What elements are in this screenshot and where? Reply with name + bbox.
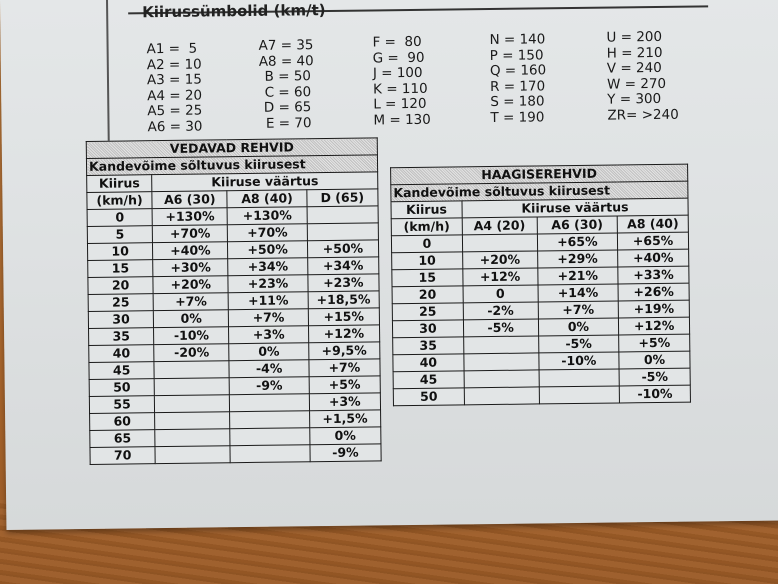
trailer-tyres-table bbox=[390, 164, 691, 407]
value-cell: +26% bbox=[618, 283, 689, 301]
value-cell: +9,5% bbox=[308, 342, 379, 360]
speed-code: A7 = 35 bbox=[258, 37, 314, 54]
speed-cell: 10 bbox=[87, 243, 152, 261]
value-cell: -9% bbox=[230, 377, 309, 395]
value-cell: 0% bbox=[309, 427, 380, 445]
value-cell: +3% bbox=[309, 393, 380, 411]
value-cell: +7% bbox=[153, 293, 228, 311]
speed-codes-column-4 bbox=[489, 32, 546, 126]
value-cell: -5% bbox=[619, 368, 690, 386]
drive-tyres-table bbox=[86, 137, 382, 465]
value-cell: -5% bbox=[463, 319, 538, 337]
value-cell: +30% bbox=[153, 259, 228, 277]
value-cell: 0% bbox=[154, 310, 229, 328]
speed-cell: 15 bbox=[88, 260, 153, 278]
speed-code: U = 200 bbox=[606, 28, 663, 46]
value-cell: 0% bbox=[229, 343, 308, 361]
value-cell: +7% bbox=[309, 359, 380, 377]
value-cell: +3% bbox=[229, 326, 308, 344]
value-cell: +12% bbox=[308, 325, 379, 343]
speed-code: H = 210 bbox=[606, 44, 663, 62]
speed-code: A6 = 30 bbox=[147, 118, 203, 135]
speed-cell: 5 bbox=[87, 226, 152, 244]
speed-cell: 25 bbox=[88, 294, 153, 312]
speed-codes-column-3 bbox=[372, 35, 430, 129]
value-cell: +23% bbox=[308, 274, 379, 292]
value-cell bbox=[539, 386, 620, 404]
speed-code: Q = 160 bbox=[489, 62, 547, 80]
speed-cell: 20 bbox=[392, 286, 463, 304]
speed-cell: 20 bbox=[88, 277, 153, 295]
value-cell bbox=[155, 412, 230, 430]
value-cell: +34% bbox=[307, 257, 378, 275]
value-cell: +7% bbox=[538, 301, 619, 319]
speed-header: Kiirus bbox=[391, 201, 462, 219]
value-cell: +23% bbox=[228, 275, 307, 293]
value-cell: +21% bbox=[537, 267, 618, 285]
value-cell: +15% bbox=[308, 308, 379, 326]
table-title: HAAGISEREHVID bbox=[391, 164, 688, 185]
value-cell: +65% bbox=[618, 232, 689, 250]
speed-cell: 15 bbox=[392, 269, 463, 287]
speed-cell: 40 bbox=[393, 354, 464, 372]
speed-code: A1 = 5 bbox=[146, 40, 198, 58]
table-row bbox=[393, 385, 690, 406]
speed-code: K = 110 bbox=[373, 80, 428, 97]
speed-codes-column-2 bbox=[258, 37, 314, 132]
value-cell: +40% bbox=[618, 249, 689, 267]
speed-cell: 30 bbox=[88, 311, 153, 329]
speed-code: D = 65 bbox=[263, 99, 312, 116]
speed-code: F = 80 bbox=[372, 33, 422, 51]
column-header: A4 (20) bbox=[462, 217, 537, 235]
value-cell bbox=[464, 370, 539, 388]
value-cell bbox=[155, 446, 230, 464]
value-cell bbox=[230, 411, 309, 429]
speed-code: A4 = 20 bbox=[147, 87, 203, 104]
value-cell: +5% bbox=[619, 334, 690, 352]
speed-code: Y = 300 bbox=[607, 90, 662, 108]
speed-header: Kiirus bbox=[87, 175, 152, 193]
value-cell: -10% bbox=[154, 327, 229, 345]
speed-code: M = 130 bbox=[373, 111, 431, 128]
value-cell: +12% bbox=[463, 268, 538, 286]
unit-header: (km/h) bbox=[391, 218, 462, 236]
speed-code: A3 = 15 bbox=[146, 71, 202, 89]
speed-cell: 50 bbox=[89, 379, 154, 397]
value-cell: +12% bbox=[619, 317, 690, 335]
value-cell: -10% bbox=[619, 385, 690, 403]
value-cell: +70% bbox=[152, 225, 227, 243]
speed-code: ZR= >240 bbox=[607, 106, 679, 124]
table-row bbox=[90, 444, 381, 465]
column-header: A8 (40) bbox=[227, 190, 306, 208]
value-cell: +14% bbox=[538, 284, 619, 302]
value-cell bbox=[464, 353, 539, 371]
value-cell bbox=[230, 445, 309, 463]
speed-cell: 10 bbox=[392, 252, 463, 270]
value-cell bbox=[155, 395, 230, 413]
page-title: Kiirussümbolid (km/t) bbox=[142, 1, 326, 22]
value-cell: -4% bbox=[229, 360, 308, 378]
value-cell: +33% bbox=[618, 266, 689, 284]
value-cell bbox=[463, 336, 538, 354]
table-subtitle: Kandevõime sõltuvus kiirusest bbox=[86, 155, 377, 176]
speed-code: J = 100 bbox=[372, 64, 423, 82]
speed-cell: 40 bbox=[89, 345, 154, 363]
speed-cell: 70 bbox=[90, 447, 155, 465]
value-cell: +29% bbox=[537, 250, 618, 268]
speed-code: A8 = 40 bbox=[258, 52, 314, 70]
speed-code: P = 150 bbox=[489, 46, 544, 64]
speed-code: A5 = 25 bbox=[147, 102, 203, 120]
value-cell: +11% bbox=[229, 292, 308, 310]
value-cell bbox=[464, 387, 539, 405]
value-cell: +20% bbox=[462, 251, 537, 269]
value-cell: +19% bbox=[618, 300, 689, 318]
value-cell: +5% bbox=[309, 376, 380, 394]
speed-codes-column-5 bbox=[606, 30, 678, 124]
value-cell: -10% bbox=[538, 352, 619, 370]
speed-cell: 55 bbox=[89, 396, 154, 414]
value-cell: 0 bbox=[463, 285, 538, 303]
speed-cell: 35 bbox=[89, 328, 154, 346]
table-subtitle: Kandevõime sõltuvus kiirusest bbox=[391, 181, 688, 202]
margin-rule bbox=[106, 0, 110, 149]
value-cell: -20% bbox=[154, 344, 229, 362]
value-cell: +130% bbox=[152, 208, 227, 226]
speed-code: G = 90 bbox=[372, 49, 425, 66]
speed-cell: 35 bbox=[393, 337, 464, 355]
speed-cell: 50 bbox=[393, 388, 464, 406]
value-cell bbox=[230, 394, 309, 412]
speed-cell: 45 bbox=[89, 362, 154, 380]
speed-code: W = 270 bbox=[606, 75, 667, 93]
value-cell bbox=[230, 428, 309, 446]
value-cell bbox=[154, 361, 229, 379]
value-cell: -2% bbox=[463, 302, 538, 320]
value-cell bbox=[539, 369, 620, 387]
table-title: VEDAVAD REHVID bbox=[86, 138, 377, 159]
value-cell bbox=[462, 234, 537, 252]
speed-cell: 25 bbox=[392, 303, 463, 321]
value-cell bbox=[155, 429, 230, 447]
speed-code: T = 190 bbox=[490, 108, 545, 126]
value-cell: +34% bbox=[228, 258, 307, 276]
trailer-table-body bbox=[391, 232, 690, 406]
speed-code: V = 240 bbox=[606, 59, 662, 77]
speed-code: C = 60 bbox=[264, 83, 312, 101]
value-cell: +18,5% bbox=[308, 291, 379, 309]
values-header: Kiiruse väärtus bbox=[462, 198, 688, 218]
value-cell: -5% bbox=[538, 335, 619, 353]
column-header: A8 (40) bbox=[617, 215, 688, 233]
speed-codes-column-1 bbox=[147, 42, 203, 136]
speed-cell: 65 bbox=[90, 430, 155, 448]
value-cell bbox=[307, 223, 378, 241]
column-header: A6 (30) bbox=[152, 191, 227, 209]
drive-table-body bbox=[87, 206, 381, 465]
value-cell bbox=[307, 206, 378, 224]
value-cell: +50% bbox=[307, 240, 378, 258]
column-header: D (65) bbox=[307, 189, 378, 207]
speed-code: A2 = 10 bbox=[146, 56, 202, 73]
speed-code: S = 180 bbox=[490, 93, 545, 111]
value-cell: +40% bbox=[153, 242, 228, 260]
speed-cell: 0 bbox=[87, 209, 152, 227]
value-cell: +70% bbox=[228, 224, 307, 242]
speed-cell: 45 bbox=[393, 371, 464, 389]
unit-header: (km/h) bbox=[87, 192, 152, 210]
column-header: A6 (30) bbox=[537, 216, 618, 234]
value-cell: +50% bbox=[228, 241, 307, 259]
speed-code: L = 120 bbox=[373, 95, 427, 113]
value-cell: +7% bbox=[229, 309, 308, 327]
values-header: Kiiruse väärtus bbox=[152, 172, 378, 192]
value-cell: 0% bbox=[619, 351, 690, 369]
speed-cell: 0 bbox=[391, 235, 462, 253]
speed-code: E = 70 bbox=[265, 114, 312, 132]
speed-cell: 30 bbox=[392, 320, 463, 338]
value-cell: 0% bbox=[538, 318, 619, 336]
value-cell: +130% bbox=[228, 207, 307, 225]
speed-code: B = 50 bbox=[264, 68, 312, 85]
value-cell: -9% bbox=[310, 444, 381, 462]
value-cell: +65% bbox=[537, 233, 618, 251]
speed-code: R = 170 bbox=[489, 77, 546, 95]
value-cell: +1,5% bbox=[309, 410, 380, 428]
value-cell: +20% bbox=[153, 276, 228, 294]
speed-cell: 60 bbox=[90, 413, 155, 431]
value-cell bbox=[154, 378, 229, 396]
speed-code: N = 140 bbox=[489, 31, 546, 49]
